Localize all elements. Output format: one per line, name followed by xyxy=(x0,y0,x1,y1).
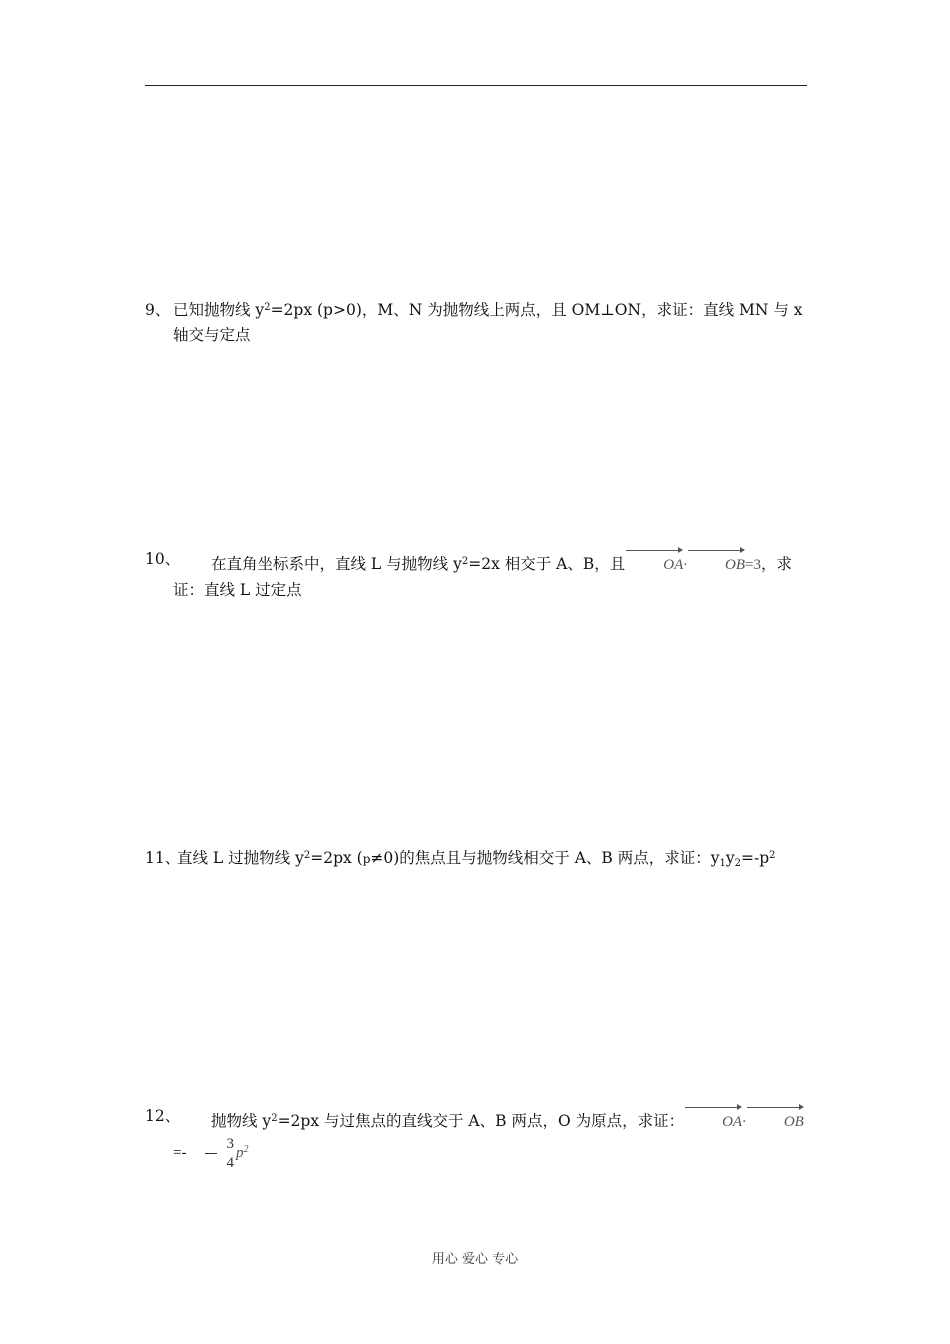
problem-number: 11、 xyxy=(145,849,181,867)
problem-text xyxy=(173,547,807,603)
vector-oa: OA xyxy=(684,1104,742,1135)
problem-10 xyxy=(145,547,807,603)
text-part: 直线 L 过抛物线 y xyxy=(177,849,304,867)
fraction xyxy=(188,1135,234,1172)
problem-number: 10、 xyxy=(145,550,181,568)
superscript: 2 xyxy=(461,556,469,567)
vector-ob: OB xyxy=(687,547,745,578)
text-part: =2x 相交于 A、B，且 xyxy=(468,555,626,573)
superscript: 2 xyxy=(769,850,776,861)
dot-operator: · xyxy=(742,1114,746,1130)
text-part: =-p xyxy=(741,849,770,867)
problem-9 xyxy=(145,298,807,348)
text-part: =2px (p>0)，M、N 为抛物线上两点，且 OM⊥ON，求证：直线 MN 与 x 轴交与定点 xyxy=(173,301,803,344)
superscript: 2 xyxy=(303,850,311,861)
small-p: p xyxy=(362,852,371,866)
text-part: ，求证：直线 L 过定点 xyxy=(173,555,792,599)
text-part: 在直角坐标系中，直线 L 与抛物线 y xyxy=(211,555,462,573)
superscript: 2 xyxy=(243,1143,249,1155)
text-part: 已知抛物线 y xyxy=(173,301,265,319)
text-part: 抛物线 y xyxy=(211,1112,272,1130)
page-footer: 用心 爱心 专心 xyxy=(431,1252,519,1267)
fraction-denominator: 4 xyxy=(226,1155,234,1171)
subscript: 2 xyxy=(734,858,742,869)
problem-text xyxy=(173,1104,807,1172)
equals-value: =3 xyxy=(745,557,761,573)
text-part: =2px ( xyxy=(310,849,363,867)
text-part: ≠0)的焦点且与抛物线相交于 A、B 两点，求证：y xyxy=(370,849,720,867)
problem-text xyxy=(177,846,807,872)
vector-ob: OB xyxy=(746,1104,804,1135)
superscript: 2 xyxy=(271,1113,278,1124)
vector-oa: OA xyxy=(625,547,683,578)
dot-product-formula xyxy=(625,557,761,573)
problem-number: 9、 xyxy=(145,301,171,319)
fraction-numerator: 3 xyxy=(226,1136,234,1152)
text-part: =2px 与过焦点的直线交于 A、B 两点，O 为原点，求证： xyxy=(277,1112,685,1130)
header-rule xyxy=(145,85,807,86)
problem-text xyxy=(173,298,807,348)
problem-11 xyxy=(145,846,807,872)
dot-operator: · xyxy=(683,557,687,573)
subscript: 1 xyxy=(719,858,726,869)
equals-sign: =- xyxy=(173,1144,187,1161)
text-part: y xyxy=(725,849,735,867)
variable-p: p xyxy=(235,1144,244,1161)
problem-12 xyxy=(145,1104,807,1172)
problem-number: 12、 xyxy=(145,1107,181,1125)
superscript: 2 xyxy=(264,302,271,313)
